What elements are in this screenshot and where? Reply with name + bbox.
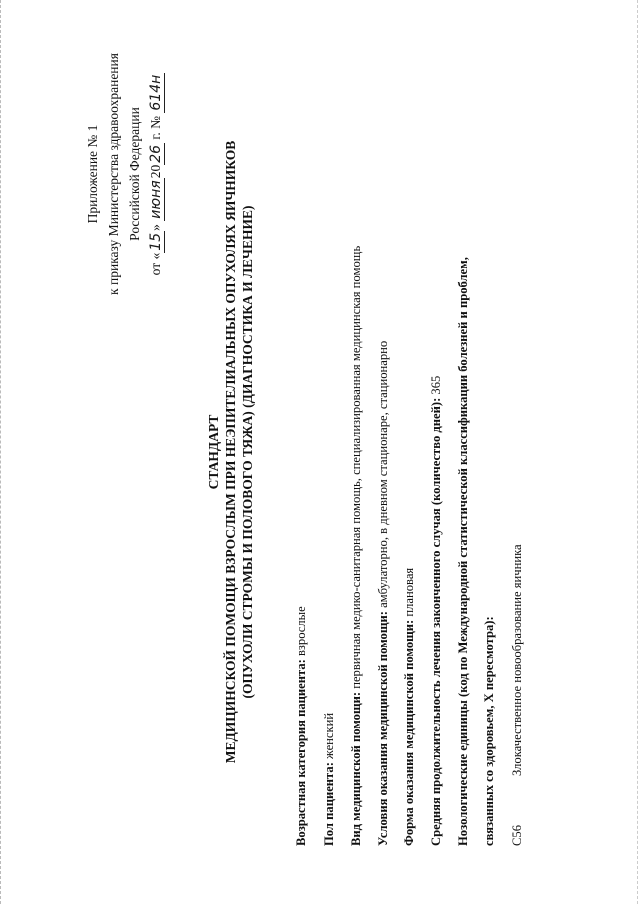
appendix-line-3: Российской Федерации	[127, 107, 142, 241]
field-label: Пол пациента:	[322, 762, 336, 846]
handwritten-year: 26	[148, 144, 164, 163]
number-label: г. №	[148, 112, 163, 143]
field-value: взрослые	[294, 606, 308, 660]
nosology-text: связанных со здоровьем, X пересмотра):	[482, 616, 496, 846]
appendix-block	[82, 34, 167, 314]
title-line-3: (ОПУХОЛИ СТРОМЫ И ПОЛОВОГО ТЯЖА) (ДИАГНОСТИКА И ЛЕЧЕНИЕ)	[240, 205, 255, 699]
field-treatment-duration	[429, 376, 444, 846]
field-age-category	[294, 606, 309, 846]
nosology-text: Нозологические единицы (код по Международной статистической классификации болезней и проблем,	[456, 257, 470, 846]
field-care-type	[349, 246, 364, 846]
appendix-line-2: к приказу Министерства здравоохранения	[106, 53, 121, 295]
document-title	[205, 20, 256, 884]
field-label: Вид медицинской помощи:	[349, 691, 363, 846]
field-value: 365	[429, 375, 443, 398]
field-label: Условия оказания медицинской помощи:	[376, 611, 390, 846]
title-line-1: СТАНДАРТ	[206, 414, 221, 490]
year-prefix: 20	[148, 164, 163, 179]
field-care-conditions	[376, 341, 391, 846]
scan-edge-top	[0, 0, 4, 904]
handwritten-day: 15	[148, 232, 164, 251]
field-label: Возрастная категория пациента:	[294, 659, 308, 846]
order-date-line	[145, 34, 167, 314]
nosology-heading-line-1	[456, 257, 471, 846]
handwritten-number: 614н	[148, 74, 164, 111]
date-mid: »	[148, 220, 163, 231]
field-value: плановая	[402, 567, 416, 620]
field-value: амбулаторно, в дневном стационаре, стационарно	[376, 340, 390, 612]
field-care-form	[402, 568, 417, 846]
icd-name: Злокачественное новообразование яичника	[510, 544, 524, 776]
field-value: женский	[322, 712, 336, 763]
appendix-line-1: Приложение № 1	[85, 124, 100, 224]
field-value: первичная медико-санитарная помощь, специализированная медицинская помощь	[349, 245, 363, 692]
nosology-heading-line-2	[482, 616, 497, 846]
date-prefix: от «	[148, 252, 163, 276]
field-label: Средняя продолжительность лечения законченного случая (количество дней):	[429, 397, 443, 846]
title-line-2: МЕДИЦИНСКОЙ ПОМОЩИ ВЗРОСЛЫМ ПРИ НЕЭПИТЕЛИАЛЬНЫХ ОПУХОЛЯХ ЯИЧНИКОВ	[223, 140, 238, 764]
field-sex	[322, 713, 337, 846]
field-label: Форма оказания медицинской помощи:	[402, 619, 416, 846]
handwritten-month: июня	[148, 180, 164, 219]
icd-code-row	[510, 544, 525, 846]
icd-code: C56	[510, 825, 524, 846]
